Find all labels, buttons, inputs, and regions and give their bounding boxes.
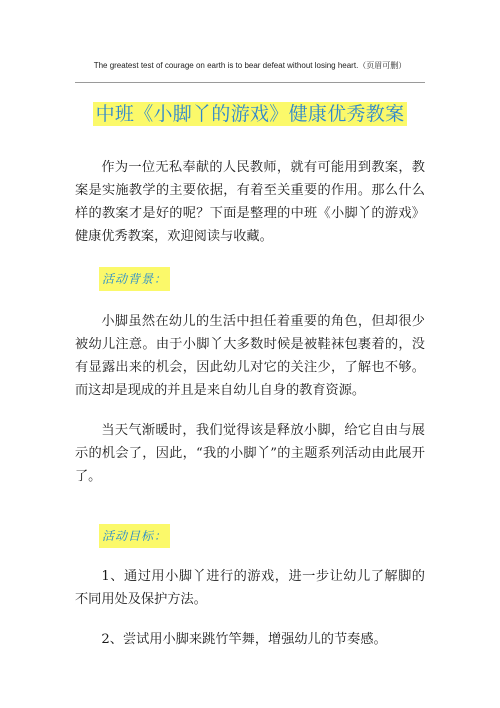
document-title-block [0, 101, 500, 127]
section-label-background: 活动背景： [99, 267, 170, 291]
section-background-header [99, 267, 425, 291]
page-header [0, 60, 500, 71]
intro-paragraph: 作为一位无私奉献的人民教师，就有可能用到教案，教案是实施教学的主要依据，有着至关重要的作用。那么什么样的教案才是好的呢？下面是整理的中班《小脚丫的游戏》健康优秀教案，欢迎阅读与收藏。 [75, 160, 425, 244]
goal-item-2: 2、尝试用小脚来跳竹竿舞，增强幼儿的节奏感。 [101, 632, 387, 647]
header-note: （页眉可删） [358, 61, 407, 70]
section-goals-header [99, 524, 425, 548]
background-paragraph-1: 小脚虽然在幼儿的生活中担任着重要的角色，但却很少被幼儿注意。由于小脚丫大多数时候是被鞋袜包裹着的，没有显露出来的机会，因此幼儿对它的关注少，了解也不够。而这却是现成的并且是来自幼儿自身的教育资源。 [75, 314, 425, 398]
document-body [75, 156, 425, 651]
document-title: 中班《小脚丫的游戏》健康优秀教案 [93, 102, 408, 126]
goal-item-1: 1、通过用小脚丫进行的游戏，进一步让幼儿了解脚的不同用处及保护方法。 [75, 569, 425, 607]
header-quote: The greatest test of courage on earth is to bear defeat without losing heart. [93, 61, 359, 70]
background-paragraph-2: 当天气渐暖时，我们觉得该是释放小脚，给它自由与展示的机会了，因此，“我的小脚丫”的主题系列活动由此展开了。 [75, 423, 425, 484]
section-label-goals: 活动目标： [99, 524, 170, 548]
header-divider [75, 82, 425, 83]
